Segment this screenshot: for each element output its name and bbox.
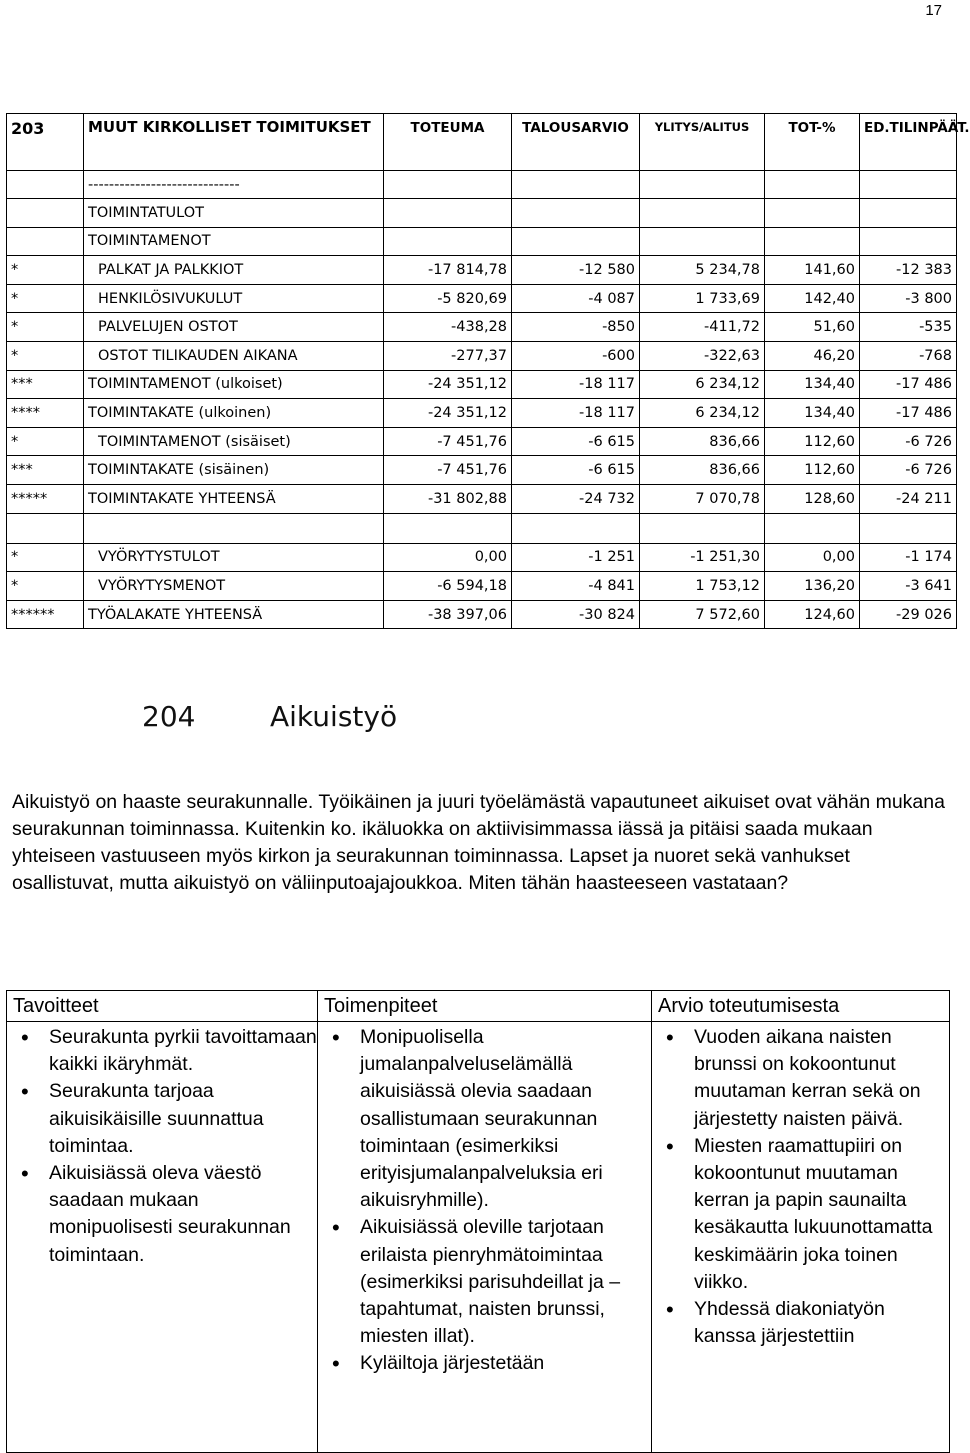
goals-table [6,990,950,1453]
table-row [7,399,957,428]
row-value: -322,63 [640,341,765,370]
row-value: 836,66 [640,427,765,456]
section-number: 204 [142,700,196,733]
table-row [7,600,957,629]
header-tavoitteet: Tavoitteet [7,991,318,1022]
row-marker: * [7,572,84,601]
row-marker: *** [7,456,84,485]
row-value: -6 594,18 [384,572,512,601]
row-value: 128,60 [765,484,860,513]
row-value: -3 800 [860,284,957,313]
row-value: 51,60 [765,313,860,342]
row-marker: * [7,341,84,370]
list-item: • Vuoden aikana naisten brunssi on kokoontunut muutaman kerran sekä on järjestetty naisten päivä. [652,1024,949,1133]
section-title: Aikuistyö [270,700,398,733]
row-value: -6 615 [512,427,640,456]
row-value: -411,72 [640,313,765,342]
row-value: -24 211 [860,484,957,513]
row-value: -29 026 [860,600,957,629]
row-marker: * [7,427,84,456]
row-value: -7 451,76 [384,427,512,456]
col-header-ylitys-alitus: YLITYS/ALITUS [640,114,765,171]
row-marker: * [7,313,84,342]
row-value: -7 451,76 [384,456,512,485]
row-value: -438,28 [384,313,512,342]
account-code: 203 [7,114,84,171]
row-value: 6 234,12 [640,370,765,399]
row-value: 7 070,78 [640,484,765,513]
row-value: 0,00 [765,543,860,572]
table-row [7,313,957,342]
table-row [7,456,957,485]
row-value: -277,37 [384,341,512,370]
row-label: VYÖRYTYSMENOT [84,572,384,601]
row-value: -600 [512,341,640,370]
header-toimenpiteet: Toimenpiteet [318,991,652,1022]
col-header-ed-tilinpaat: ED.TILINPÄÄT. [860,114,957,171]
list-item: • Kyläiltoja järjestetään [318,1350,651,1377]
list-item: • Aikuisiässä oleva väestö saadaan mukaan monipuolisesti seurakunnan toimintaan. [7,1160,317,1269]
table-row [7,543,957,572]
finance-table [6,113,970,629]
goals-col-toimenpiteet [318,1022,652,1453]
row-marker: * [7,256,84,285]
table-row [7,572,957,601]
row-marker: ****** [7,600,84,629]
spacer-row [7,513,957,543]
row-value: -18 117 [512,399,640,428]
row-value: 46,20 [765,341,860,370]
row-value: -1 174 [860,543,957,572]
row-value: 1 733,69 [640,284,765,313]
section-label: TOIMINTATULOT [84,199,384,228]
row-label: TOIMINTAMENOT (ulkoiset) [84,370,384,399]
table-row [7,484,957,513]
row-value: -24 351,12 [384,399,512,428]
goals-col-arvio [652,1022,950,1453]
row-value: 124,60 [765,600,860,629]
dash-row [7,171,957,199]
list-item: • Seurakunta tarjoaa aikuisikäisille suunnattua toimintaa. [7,1078,317,1160]
table-row [7,341,957,370]
row-value: -17 486 [860,370,957,399]
list-item: • Aikuisiässä oleville tarjotaan erilaista pienryhmätoimintaa (esimerkiksi parisuhdeillat ja –tapahtumat, naisten brunssi, miesten illat). [318,1214,651,1350]
row-value: 136,20 [765,572,860,601]
row-value: 112,60 [765,456,860,485]
row-value: -768 [860,341,957,370]
row-marker: *** [7,370,84,399]
section-row [7,227,957,256]
row-value: 1 753,12 [640,572,765,601]
list-item: • Seurakunta pyrkii tavoittamaan kaikki ikäryhmät. [7,1024,317,1078]
table-row [7,256,957,285]
row-value: 7 572,60 [640,600,765,629]
row-value: -5 820,69 [384,284,512,313]
row-value: -18 117 [512,370,640,399]
dash-separator: ----------------------------- [84,171,384,199]
row-label: TOIMINTAKATE (ulkoinen) [84,399,384,428]
row-value: -17 486 [860,399,957,428]
row-label: OSTOT TILIKAUDEN AIKANA [84,341,384,370]
list-item: • Monipuolisella jumalanpalveluselämällä aikuisiässä olevia saadaan osallistumaan seurakunnan toimintaan (esimerkiksi erityisjumalanpalveluksia eri aikuisryhmille). [318,1024,651,1214]
row-marker: * [7,543,84,572]
section-row [7,199,957,228]
row-label: PALKAT JA PALKKIOT [84,256,384,285]
row-marker: * [7,284,84,313]
row-value: -1 251 [512,543,640,572]
row-value: 112,60 [765,427,860,456]
row-value: -38 397,06 [384,600,512,629]
goals-header-row [7,991,950,1022]
list-item: • Yhdessä diakoniatyön kanssa järjestettiin [652,1296,949,1350]
row-label: PALVELUJEN OSTOT [84,313,384,342]
row-label: TYÖALAKATE YHTEENSÄ [84,600,384,629]
row-value: 0,00 [384,543,512,572]
row-value: -24 732 [512,484,640,513]
section-heading [142,700,397,733]
row-value: -6 615 [512,456,640,485]
row-value: -535 [860,313,957,342]
table-row [7,284,957,313]
row-value: 142,40 [765,284,860,313]
header-arvio: Arvio toteutumisesta [652,991,950,1022]
page-number: 17 [925,2,942,19]
row-value: 836,66 [640,456,765,485]
row-marker: ***** [7,484,84,513]
table-row [7,370,957,399]
row-value: -30 824 [512,600,640,629]
row-value: -17 814,78 [384,256,512,285]
row-label: TOIMINTAMENOT (sisäiset) [84,427,384,456]
row-label: TOIMINTAKATE (sisäinen) [84,456,384,485]
col-header-toteuma: TOTEUMA [384,114,512,171]
row-value: 141,60 [765,256,860,285]
row-value: -12 580 [512,256,640,285]
row-value: -6 726 [860,427,957,456]
row-value: 134,40 [765,370,860,399]
row-marker: **** [7,399,84,428]
col-header-talousarvio: TALOUSARVIO [512,114,640,171]
row-label: TOIMINTAKATE YHTEENSÄ [84,484,384,513]
row-label: VYÖRYTYSTULOT [84,543,384,572]
row-value: -24 351,12 [384,370,512,399]
table-row [7,427,957,456]
row-value: -3 641 [860,572,957,601]
row-value: -4 087 [512,284,640,313]
section-label: TOIMINTAMENOT [84,227,384,256]
row-value: 134,40 [765,399,860,428]
row-label: HENKILÖSIVUKULUT [84,284,384,313]
row-value: 5 234,78 [640,256,765,285]
goals-col-tavoitteet [7,1022,318,1453]
row-value: -31 802,88 [384,484,512,513]
row-value: -850 [512,313,640,342]
row-value: 6 234,12 [640,399,765,428]
row-value: -4 841 [512,572,640,601]
list-item: • Miesten raamattupiiri on kokoontunut muutaman kerran ja papin saunailta kesäkautta lukuunottamatta keskimäärin joka toinen viikko. [652,1133,949,1296]
account-title: MUUT KIRKOLLISET TOIMITUKSET [84,114,384,171]
section-paragraph: Aikuistyö on haaste seurakunnalle. Työikäinen ja juuri työelämästä vapautuneet aikuiset ovat vähän mukana seurakunnan toiminnassa. Kuitenkin ko. ikäluokka on aktiivisimmassa iässä ja pitäisi saada mukaan yhteiseen vastuuseen myös kirkon ja seurakunnan toiminnassa. Lapset ja nuoret sekä vanhukset osallistuvat, mutta aikuistyö on väliinputoajajoukkoa. Miten tähän haasteeseen vastataan? [12,791,945,894]
row-value: -12 383 [860,256,957,285]
col-header-tot-pct: TOT-% [765,114,860,171]
finance-header-row [7,114,957,171]
row-value: -1 251,30 [640,543,765,572]
row-value: -6 726 [860,456,957,485]
